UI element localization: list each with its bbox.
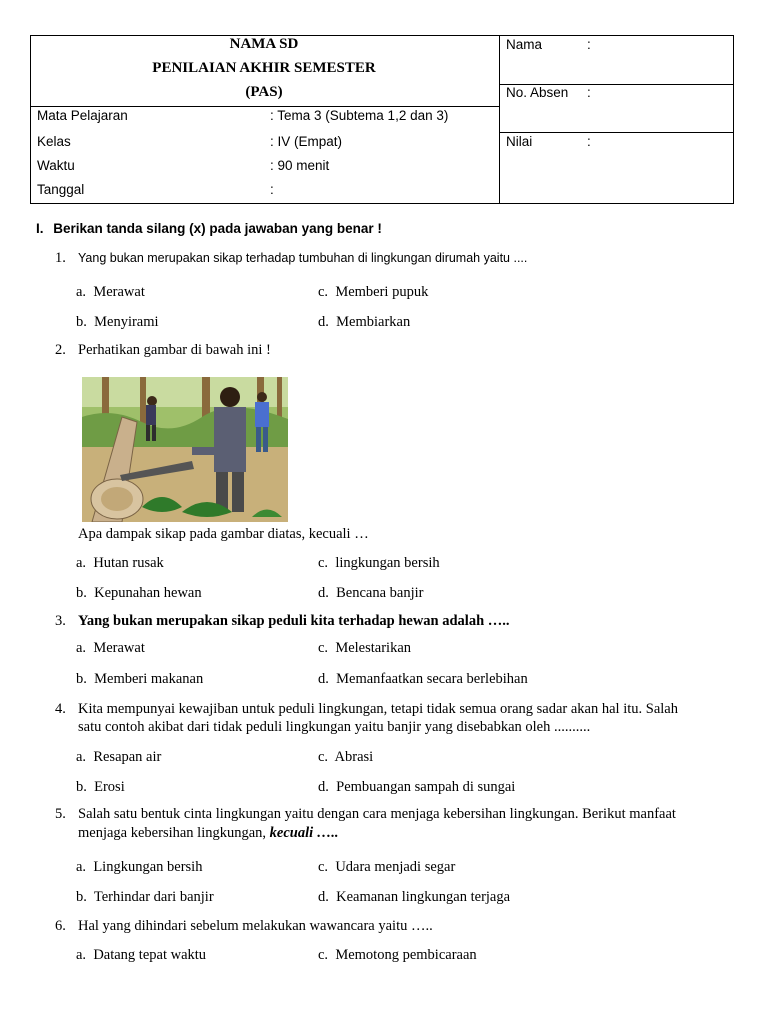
- time-label: Waktu: [37, 158, 75, 173]
- school-name: NAMA SD: [229, 36, 299, 52]
- date-label: Tanggal: [37, 182, 85, 197]
- question-2-number: 2.: [55, 342, 66, 358]
- q6-option-a[interactable]: a. Datang tepat waktu: [76, 947, 207, 963]
- section-heading: [36, 221, 382, 236]
- name-colon: :: [587, 37, 591, 52]
- time-value: : 90 menit: [270, 158, 330, 173]
- q3-option-a[interactable]: a. Merawat: [76, 640, 145, 656]
- absen-label: No. Absen: [506, 85, 569, 100]
- absen-colon: :: [587, 85, 591, 100]
- q5-option-a[interactable]: a. Lingkungan bersih: [76, 859, 203, 875]
- question-2-subtext: Apa dampak sikap pada gambar diatas, kecuali …: [78, 526, 369, 542]
- question-3-text: Yang bukan merupakan sikap peduli kita terhadap hewan adalah …..: [78, 613, 510, 629]
- section-title: Berikan tanda silang (x) pada jawaban yang benar !: [53, 221, 382, 236]
- q5-option-c[interactable]: c. Udara menjadi segar: [318, 859, 456, 875]
- q4-option-b[interactable]: b. Erosi: [76, 779, 125, 795]
- date-value: :: [270, 182, 274, 197]
- class-value: : IV (Empat): [270, 134, 343, 149]
- question-4-line-1: Kita mempunyai kewajiban untuk peduli lingkungan, tetapi tidak semua orang sadar akan hal itu. Salah: [78, 701, 678, 717]
- exam-title: PENILAIAN AKHIR SEMESTER: [152, 60, 376, 76]
- subject-value: : Tema 3 (Subtema 1,2 dan 3): [270, 108, 449, 123]
- q5-option-d[interactable]: d. Keamanan lingkungan terjaga: [318, 889, 511, 905]
- question-4-number: 4.: [55, 701, 66, 717]
- q1-option-c[interactable]: c. Memberi pupuk: [318, 284, 429, 300]
- q5-option-b[interactable]: b. Terhindar dari banjir: [76, 889, 214, 905]
- question-3-number: 3.: [55, 613, 66, 629]
- question-5-number: 5.: [55, 806, 66, 822]
- q4-option-a[interactable]: a. Resapan air: [76, 749, 162, 765]
- class-label: Kelas: [37, 134, 71, 149]
- question-1-text: Yang bukan merupakan sikap terhadap tumbuhan di lingkungan dirumah yaitu ....: [78, 251, 528, 265]
- q1-option-a[interactable]: a. Merawat: [76, 284, 145, 300]
- q1-option-d[interactable]: d. Membiarkan: [318, 314, 411, 330]
- section-number: I.: [36, 221, 44, 236]
- exam-abbrev: (PAS): [245, 84, 283, 100]
- question-5-line-1: Salah satu bentuk cinta lingkungan yaitu dengan cara menjaga kebersihan lingkungan. Berikut manfaat: [78, 806, 676, 822]
- q6-option-c[interactable]: c. Memotong pembicaraan: [318, 947, 477, 963]
- question-5-emphasis: kecuali …..: [269, 825, 339, 841]
- question-5-line-2: menjaga kebersihan lingkungan, kecuali …..: [78, 825, 339, 841]
- q3-option-d[interactable]: d. Memanfaatkan secara berlebihan: [318, 671, 528, 687]
- subject-label: Mata Pelajaran: [37, 108, 128, 123]
- question-4-line-2: satu contoh akibat dari tidak peduli lingkungan yaitu banjir yang disebabkan oleh ..........: [78, 719, 591, 735]
- q2-option-b[interactable]: b. Kepunahan hewan: [76, 585, 202, 601]
- q4-option-c[interactable]: c. Abrasi: [318, 749, 374, 765]
- q3-option-b[interactable]: b. Memberi makanan: [76, 671, 204, 687]
- score-label: Nilai: [506, 134, 533, 149]
- q4-option-d[interactable]: d. Pembuangan sampah di sungai: [318, 779, 516, 795]
- q3-option-c[interactable]: c. Melestarikan: [318, 640, 412, 656]
- q2-option-c[interactable]: c. lingkungan bersih: [318, 555, 440, 571]
- q1-option-b[interactable]: b. Menyirami: [76, 314, 159, 330]
- deforestation-illustration: [82, 377, 288, 522]
- question-1-number: 1.: [55, 250, 66, 266]
- question-6-text: Hal yang dihindari sebelum melakukan wawancara yaitu …..: [78, 918, 433, 934]
- question-6-number: 6.: [55, 918, 66, 934]
- question-2-text: Perhatikan gambar di bawah ini !: [78, 342, 271, 358]
- q2-option-a[interactable]: a. Hutan rusak: [76, 555, 164, 571]
- score-colon: :: [587, 134, 591, 149]
- name-label: Nama: [506, 37, 543, 52]
- q2-option-d[interactable]: d. Bencana banjir: [318, 585, 424, 601]
